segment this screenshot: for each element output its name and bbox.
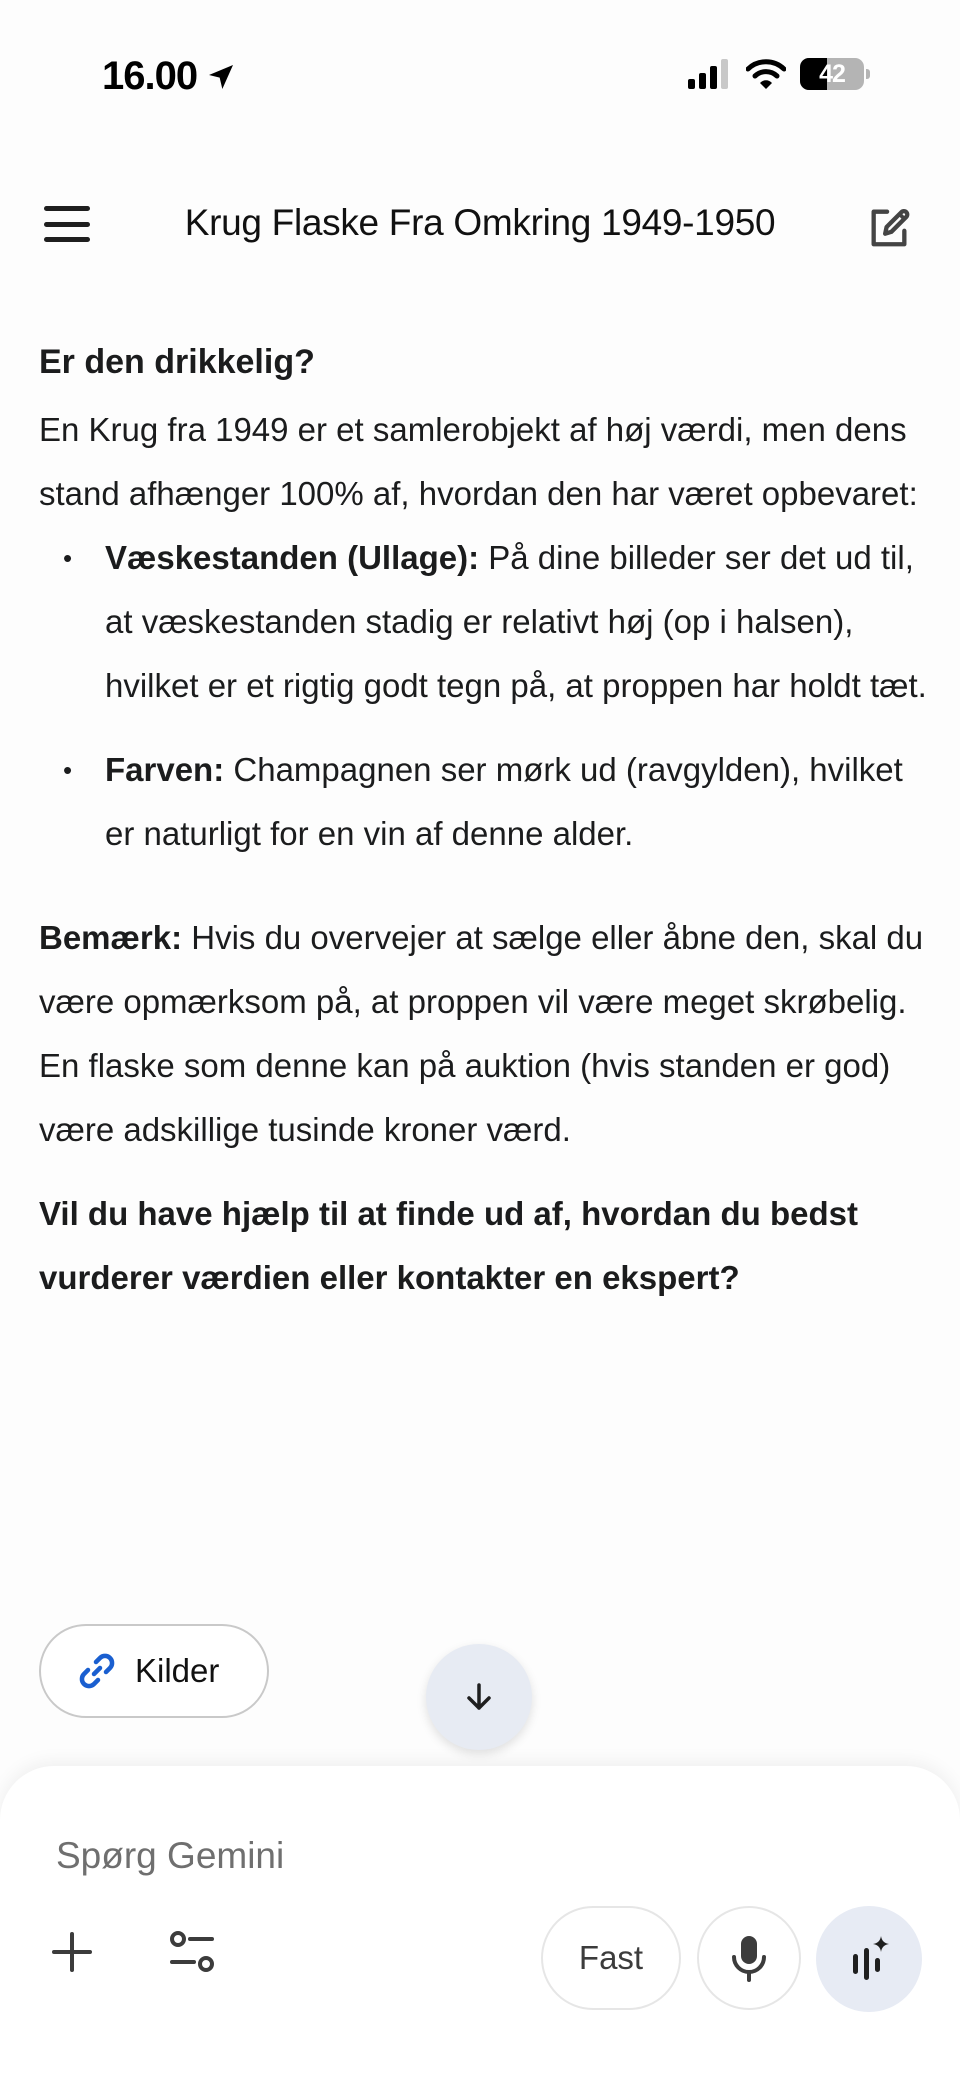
battery-cap <box>866 69 870 79</box>
gemini-live-button[interactable] <box>816 1906 922 2012</box>
location-arrow-icon <box>205 61 237 93</box>
bullet-item <box>39 526 929 718</box>
prompt-input[interactable] <box>56 1826 896 1886</box>
bullet-text: På dine billeder ser det ud til, at væskestanden stadig er relativt høj (op i halsen), hvilket er et rigtig godt tegn på, at proppen har holdt tæt. <box>105 539 927 704</box>
assistant-response <box>39 330 929 1310</box>
bullet-label: Væskestanden (Ullage): <box>105 539 480 576</box>
arrow-down-icon <box>464 1682 494 1712</box>
battery-level: 42 <box>819 59 845 88</box>
tools-sliders-icon[interactable] <box>166 1926 218 1978</box>
section-heading: Er den drikkelig? <box>39 343 315 381</box>
sources-label: Kilder <box>135 1652 220 1689</box>
microphone-icon <box>729 1934 769 1982</box>
bullet-text: Champagnen ser mørk ud (ravgylden), hvilket er naturligt for en vin af denne alder. <box>105 751 903 852</box>
gemini-live-icon <box>844 1934 894 1984</box>
link-icon <box>77 1651 117 1691</box>
note-text: Hvis du overvejer at sælge eller åbne den, skal du være opmærksom på, at proppen vil være meget skrøbelig. En flaske som denne kan på auktion (hvis standen er god) være adskillige tusinde kroner værd. <box>39 919 924 1148</box>
note-label: Bemærk: <box>39 919 183 956</box>
bullet-item <box>39 738 929 866</box>
wifi-icon <box>746 58 786 90</box>
app-header <box>0 190 960 260</box>
page-title: Krug Flaske Fra Omkring 1949-1950 <box>184 202 776 243</box>
time-text: 16.00 <box>102 54 198 98</box>
new-chat-edit-icon[interactable] <box>866 204 912 250</box>
status-time <box>102 54 237 99</box>
signal-icon <box>688 59 732 89</box>
follow-up-question: Vil du have hjælp til at finde ud af, hvordan du bedst vurderer værdien eller kontakter en ekspert? <box>39 1195 858 1296</box>
sources-button[interactable] <box>39 1624 269 1718</box>
composer-panel <box>0 1766 960 2087</box>
bullet-label: Farven: <box>105 751 225 788</box>
scroll-to-bottom-button[interactable] <box>426 1644 532 1750</box>
status-indicators <box>688 58 870 90</box>
status-bar <box>0 0 960 150</box>
battery-icon <box>800 58 864 90</box>
note-paragraph <box>39 906 929 1162</box>
microphone-button[interactable] <box>697 1906 801 2010</box>
model-selector-button[interactable] <box>541 1906 681 2010</box>
intro-paragraph: En Krug fra 1949 er et samlerobjekt af høj værdi, men dens stand afhænger 100% af, hvordan den har været opbevaret: <box>39 411 918 512</box>
bullet-list <box>39 526 929 866</box>
model-label: Fast <box>578 1939 644 1976</box>
plus-icon[interactable] <box>46 1926 98 1978</box>
